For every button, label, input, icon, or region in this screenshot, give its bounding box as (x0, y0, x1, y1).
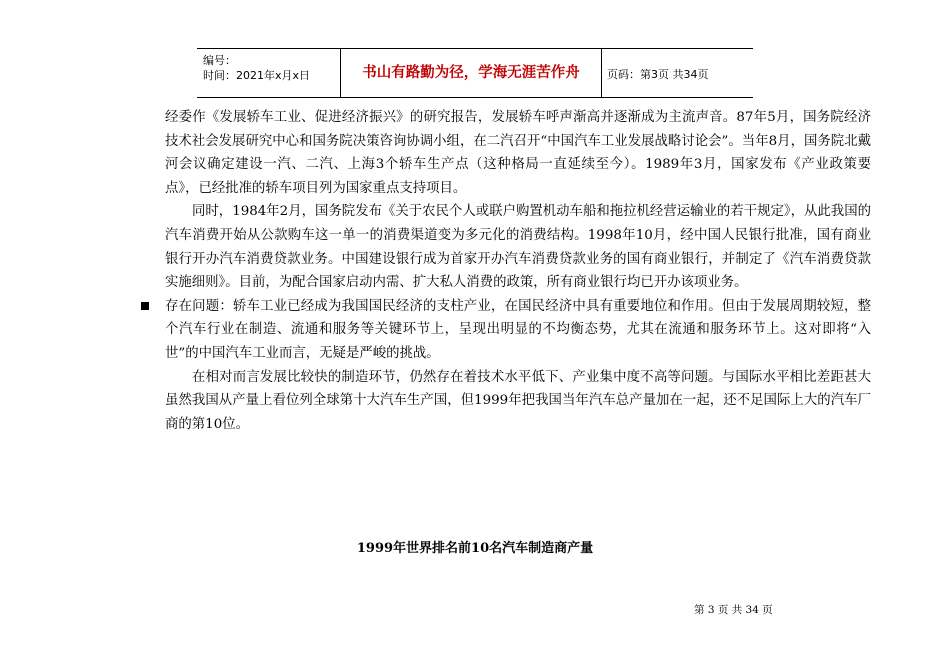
table-title: 1999年世界排名前10名汽车制造商产量 (356, 541, 594, 556)
document-date: 时间：2021年x月x日 (203, 69, 311, 82)
document-body (165, 106, 871, 436)
header-motto: 书山有路勤为径，学海无涯苦作舟 (340, 49, 602, 97)
paragraph-1: 经委作《发展轿车工业、促进经济振兴》的研究报告，发展轿车呼声渐高并逐渐成为主流声音。87年5月，国务院经济技术社会发展研究中心和国务院决策咨询协调小组，在二汽召开“中国汽车工业发展战略讨论会”。当年8月，国务院北戴河会议确定建设一汽、二汽、上海3个轿车生产点（这种格局一直延续至今）。1989年3月，国家发布《产业政策要点》，已经批准的轿车项目列为国家重点支持项目。 (165, 110, 871, 196)
page-footer: 第 3 页 共 34 页 (694, 604, 773, 616)
header-page-code: 页码：第3页 共34页 (607, 68, 709, 81)
paragraph-3: 存在问题：轿车工业已经成为我国国民经济的支柱产业，在国民经济中具有重要地位和作用。但由于发展周期较短，整个汽车行业在制造、流通和服务等关键环节上，呈现出明显的不均衡态势，尤其在流通和服务环节上。这对即将“入世”的中国汽车工业而言，无疑是严峻的挑战。 (165, 298, 871, 361)
paragraph-4: 在相对而言发展比较快的制造环节，仍然存在着技术水平低下、产业集中度不高等问题。与国际水平相比差距甚大虽然我国从产量上看位列全球第十大汽车生产国，但1999年把我国当年汽车总产量加在一起，还不足国际上大的汽车厂商的第10位。 (165, 369, 871, 432)
document-number-label: 编号： (203, 54, 236, 67)
paragraph-2: 同时，1984年2月，国务院发布《关于农民个人或联户购置机动车船和拖拉机经营运输业的若干规定》，从此我国的汽车消费开始从公款购车这一单一的消费渠道变为多元化的消费结构。1998年10月，经中国人民银行批准，国有商业银行开办汽车消费贷款业务。中国建设银行成为首家开办汽车消费贷款业务的国有商业银行，并制定了《汽车消费贷款实施细则》。目前，为配合国家启动内需、扩大私人消费的政策，所有商业银行均已开办该项业务。 (165, 204, 871, 291)
bullet-item (165, 295, 871, 366)
square-bullet-icon (141, 302, 149, 310)
page-header (197, 48, 753, 98)
header-meta (203, 53, 310, 83)
